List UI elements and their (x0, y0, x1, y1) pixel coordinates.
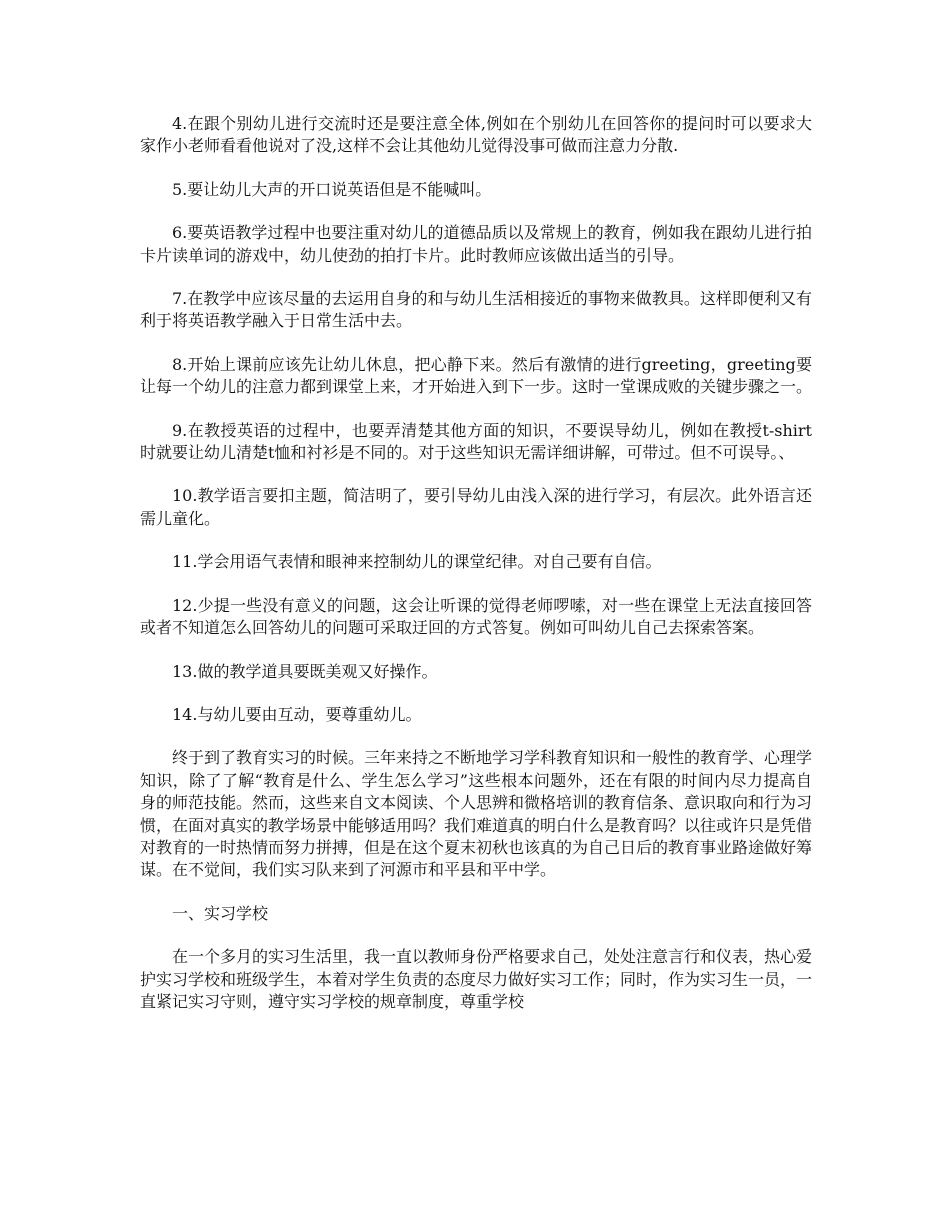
paragraph-internship-life: 在一个多月的实习生活里，我一直以教师身份严格要求自己，处处注意言行和仪表，热心爱护实习学校和班级学生，本着对学生负责的态度尽力做好实习工作；同时，作为实习生一员，一直紧记实习守则，遵守实习学校的规章制度，尊重学校 (140, 947, 813, 1011)
paragraph-item-10: 10.教学语言要扣主题，简洁明了，要引导幼儿由浅入深的进行学习，有层次。此外语言还需儿童化。 (140, 486, 812, 528)
paragraph-internship-intro: 终于到了教育实习的时候。三年来持之不断地学习学科教育知识和一般性的教育学、心理学知识，除了了解“教育是什么、学生怎么学习”这些根本问题外，还在有限的时间内尽力提高自身的师范技能。然而，这些来自文本阅读、个人思辨和微格培训的教育信条、意识取向和行为习惯，在面对真实的教学场景中能够适用吗？我们难道真的明白什么是教育吗？以往或许只是凭借对教育的一时热情而努力拼搏，但是在这个夏末初秋也该真的为自己日后的教育事业路途做好筹谋。在不觉间，我们实习队来到了河源市和平县和平中学。 (140, 748, 813, 880)
paragraph-item-8: 8.开始上课前应该先让幼儿休息，把心静下来。然后有激情的进行greeting，greeting要让每一个幼儿的注意力都到课堂上来，才开始进入到下一步。这时一堂课成败的关键步骤之一。 (140, 354, 813, 397)
paragraph-item-11: 11.学会用语气表情和眼神来控制幼儿的课堂纪律。对自己要有自信。 (172, 552, 662, 572)
document-page (140, 113, 812, 1034)
paragraph-item-6: 6.要英语教学过程中也要注重对幼儿的道德品质以及常规上的教育，例如我在跟幼儿进行拍卡片读单词的游戏中，幼儿使劲的拍打卡片。此时教师应该做出适当的引导。 (140, 223, 812, 265)
paragraph-item-14: 14.与幼儿要由互动，要尊重幼儿。 (172, 704, 422, 724)
paragraph-item-5: 5.要让幼儿大声的开口说英语但是不能喊叫。 (172, 179, 492, 199)
paragraph-item-4: 4.在跟个别幼儿进行交流时还是要注意全体,例如在个别幼儿在回答你的提问时可以要求大家作小老师看看他说对了没,这样不会让其他幼儿觉得没事可做而注意力分散. (140, 114, 812, 156)
paragraph-item-9: 9.在教授英语的过程中，也要弄清楚其他方面的知识，不要误导幼儿，例如在教授t-shirt时就要让幼儿清楚t恤和衬衫是不同的。对于这些知识无需详细讲解，可带过。但不可误导。、 (140, 420, 812, 463)
section-heading-internship-school: 一、实习学校 (172, 903, 269, 923)
paragraph-item-13: 13.做的教学道具要既美观又好操作。 (172, 661, 438, 681)
paragraph-item-7: 7.在教学中应该尽量的去运用自身的和与幼儿生活相接近的事物来做教具。这样即便利又有利于将英语教学融入于日常生活中去。 (140, 289, 812, 331)
paragraph-item-12: 12.少提一些没有意义的问题，这会让听课的觉得老师啰嗦，对一些在课堂上无法直接回答或者不知道怎么回答幼儿的问题可采取迂回的方式答复。例如可叫幼儿自己去探索答案。 (140, 595, 812, 638)
